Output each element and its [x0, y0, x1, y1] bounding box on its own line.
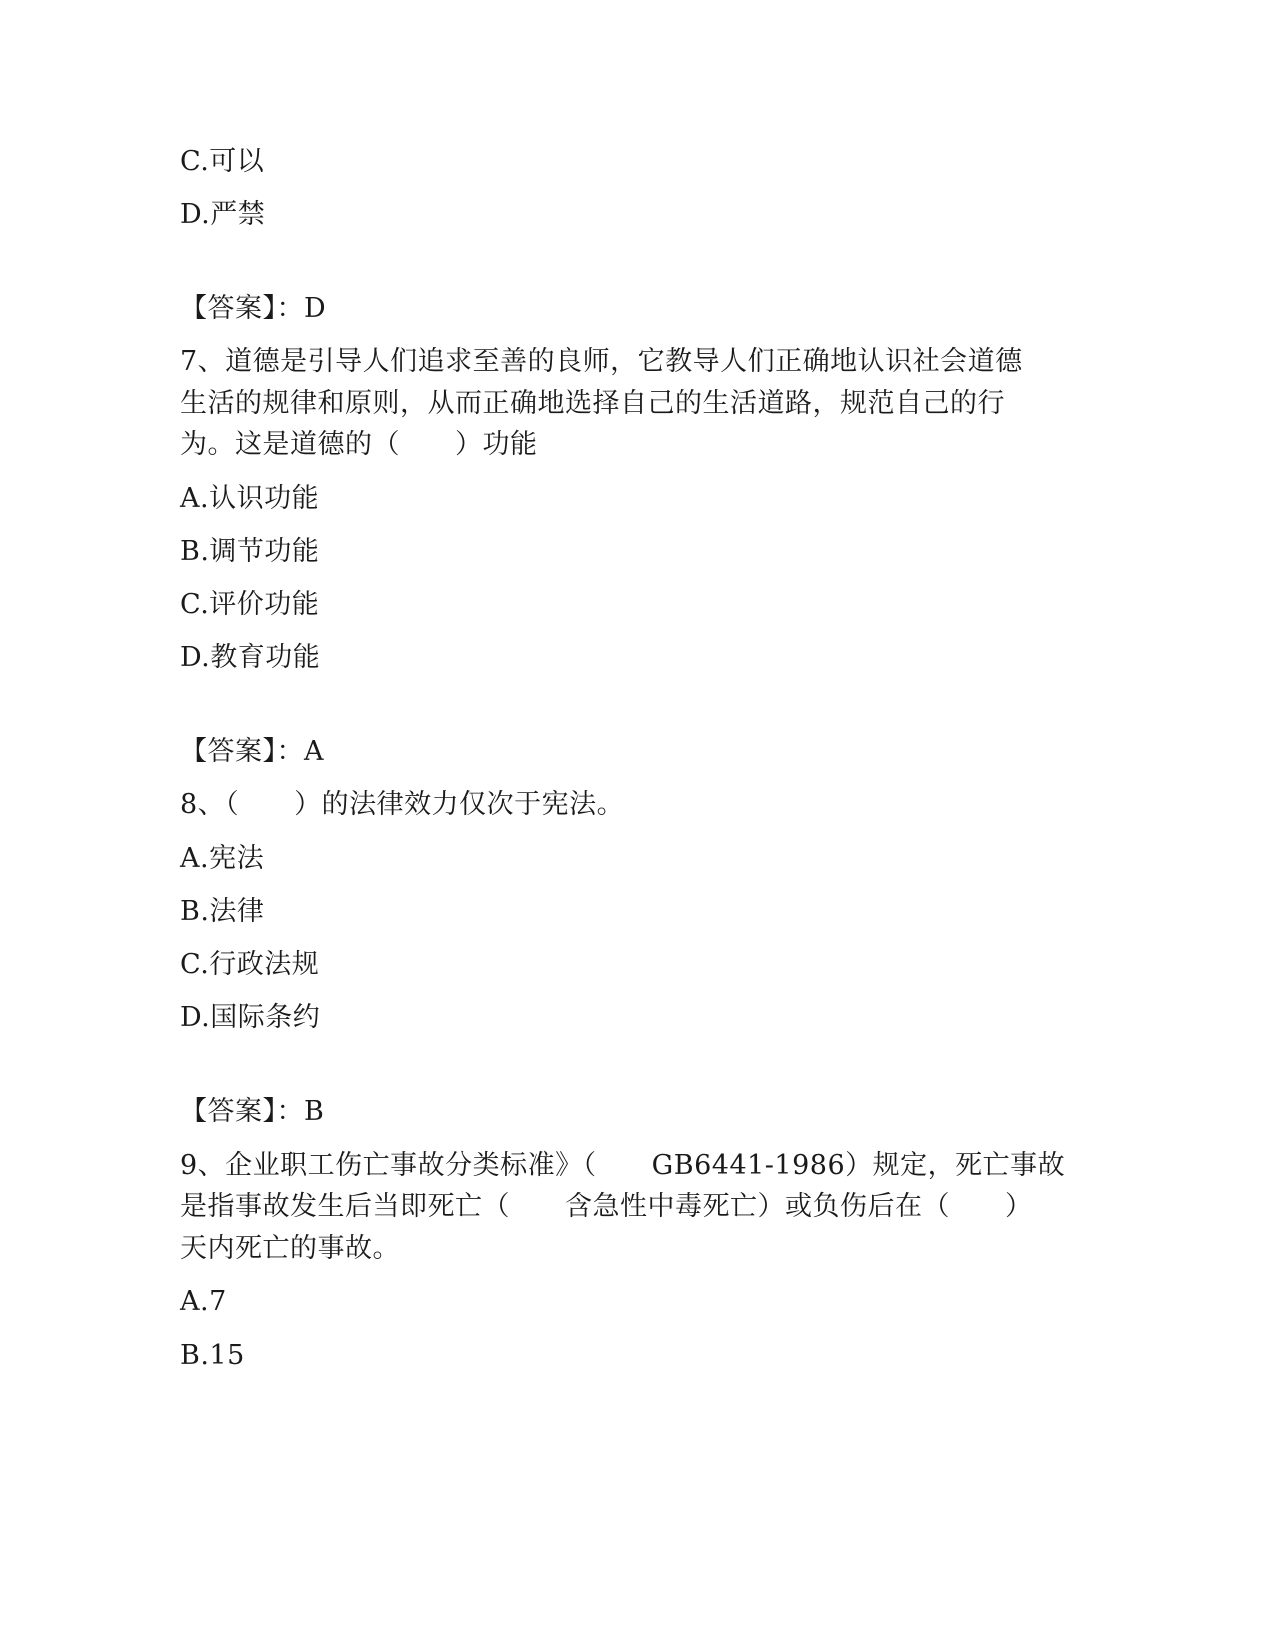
q9-option-b: B.15: [180, 1340, 245, 1371]
q7-stem-line-3: 为。这是道德的（ ）功能: [180, 429, 538, 460]
q9-stem-line-1: 9、企业职工伤亡事故分类标准》（ GB6441-1986）规定，死亡事故: [180, 1150, 1066, 1181]
q8-option-a: A.宪法: [180, 843, 265, 874]
q8-option-b: B.法律: [180, 896, 265, 927]
q8-option-c: C.行政法规: [180, 949, 320, 980]
answer-value: B: [304, 1096, 325, 1127]
option-d-prev: D.严禁: [180, 199, 266, 230]
answer-label: 【答案】：: [180, 736, 304, 767]
q7-stem-line-2: 生活的规律和原则，从而正确地选择自己的生活道路，规范自己的行: [180, 388, 1005, 419]
q7-option-b: B.调节功能: [180, 536, 320, 567]
q7-answer: [180, 732, 324, 772]
q7-stem-line-1: 7、道德是引导人们追求至善的良师，它教导人们正确地认识社会道德: [180, 346, 1023, 377]
answer-prev: [180, 289, 326, 329]
q8-answer: [180, 1092, 324, 1132]
answer-value: D: [304, 293, 327, 324]
q7-option-d: D.教育功能: [180, 642, 321, 673]
answer-value: A: [304, 736, 324, 767]
q7-option-a: A.认识功能: [180, 483, 320, 514]
q7-option-c: C.评价功能: [180, 589, 320, 620]
q8-option-d: D.国际条约: [180, 1002, 321, 1033]
option-c-prev: C.可以: [180, 146, 265, 177]
answer-label: 【答案】：: [180, 293, 304, 324]
answer-label: 【答案】：: [180, 1096, 304, 1127]
q9-stem-line-2: 是指事故发生后当即死亡（ 含急性中毒死亡）或负伤后在（ ）: [180, 1191, 1033, 1222]
q9-stem-line-3: 天内死亡的事故。: [180, 1233, 400, 1264]
q9-option-a: A.7: [180, 1286, 227, 1317]
q8-stem-line-1: 8、（ ）的法律效力仅次于宪法。: [180, 789, 625, 820]
